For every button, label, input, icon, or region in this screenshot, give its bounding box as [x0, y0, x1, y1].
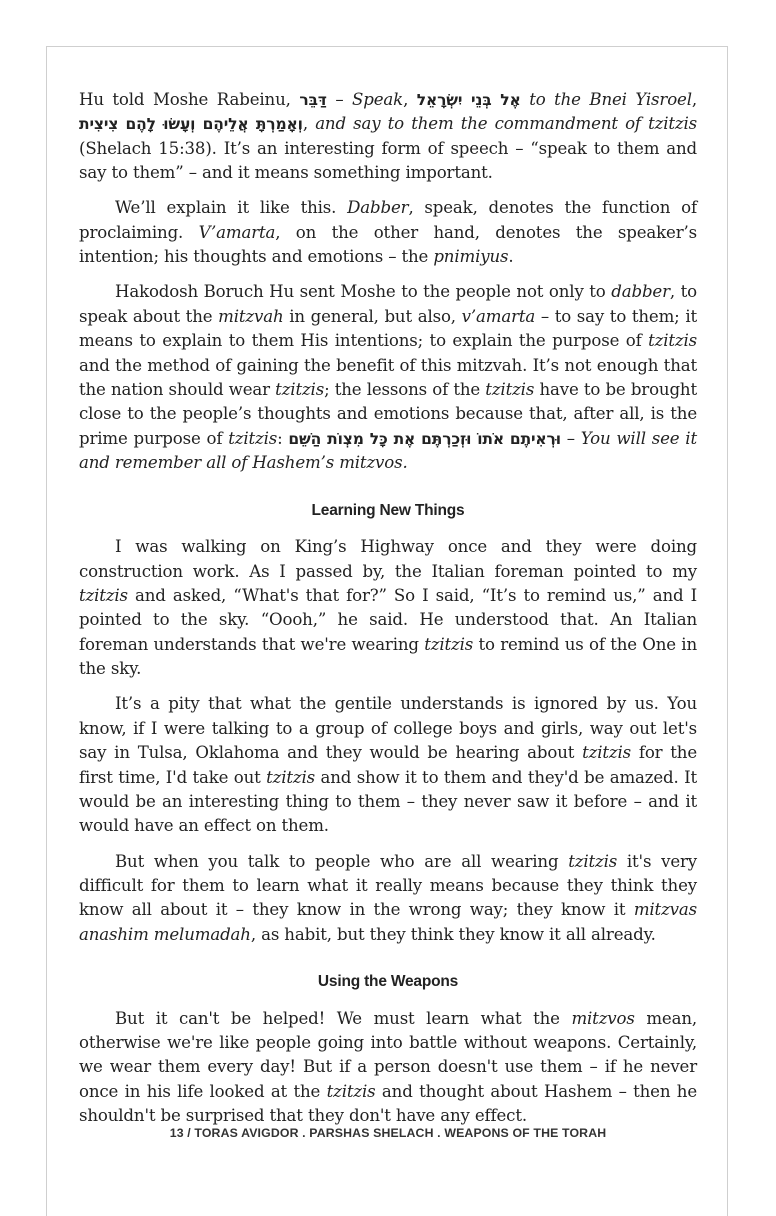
italic-text: mitzvas anashim melumadah [79, 900, 697, 944]
text: , to speak about the [79, 282, 697, 326]
section-heading-using-the-weapons: Using the Weapons [317, 973, 459, 991]
hebrew-quote: דַּבֵּר [299, 91, 327, 109]
hebrew-quote: אֶל בְּנֵי יִשְׂרָאֵל [416, 91, 521, 109]
text: ; the lessons of the [324, 380, 486, 400]
text: for the first time, I'd take out [79, 743, 698, 787]
italic-text: tzitzis [228, 428, 278, 448]
italic-text: tzitzis [275, 380, 325, 400]
text: – [560, 428, 581, 448]
text: We’ll explain it like this. [115, 198, 348, 218]
hebrew-quote: וּרְאִיתֶם אֹתוֹ וּזְכַרְתֶּם אֶת כָּל מִצְוֹת הַשֵּׁם [288, 429, 561, 448]
paragraph-7 [79, 1007, 697, 1129]
italic-text: and say to them the commandment of tzitzis [315, 114, 698, 134]
text: and thought about Hashem – then he shouldn't be surprised that they don't have any effect. [79, 1081, 697, 1126]
text: , [302, 114, 316, 134]
paragraph-4 [79, 535, 697, 681]
text: , on the other hand, denotes the speaker’s intention; his thoughts and emotions – the [79, 222, 697, 267]
italic-text: You will see it and remember all of Hashem’s mitzvos. [79, 428, 697, 473]
text: : [277, 428, 289, 448]
text: it's very difficult for them to learn what it really means because they think they know all about it – they know in the wrong way; they know it [79, 851, 697, 920]
italic-text: tzitzis [424, 634, 474, 654]
italic-text: tzitzis [582, 743, 631, 763]
text: in general, but also, [283, 306, 462, 326]
italic-text: to the Bnei Yisroel [529, 90, 692, 109]
paragraph-3 [79, 280, 697, 475]
paragraph-5 [79, 692, 697, 838]
paragraph-2 [79, 196, 697, 269]
text: , as habit, but they think they know it all already. [250, 924, 656, 944]
italic-text: mitzvah [218, 306, 284, 326]
italic-text: V’amarta [198, 222, 276, 242]
italic-text: pnimiyus [433, 247, 509, 267]
italic-text: tzitzis [568, 851, 618, 871]
page-footer: 13 / TORAS AVIGDOR . PARSHAS SHELACH . WEAPONS OF THE TORAH [169, 1126, 607, 1140]
italic-text: tzitzis [648, 331, 697, 351]
text: It’s a pity that what the gentile understands is ignored by us. You know, if I were talking to a group of college boys and girls, way out let's say in Tulsa, Oklahoma and they would be hearing about [79, 694, 697, 763]
hebrew-quote: וְאָמַרְתָּ אֲלֵיהֶם וְעָשׂוּ לָהֶם צִיצִית [79, 115, 303, 134]
text: Hakodosh Boruch Hu sent Moshe to the people not only to [115, 282, 612, 302]
italic-text: dabber [611, 282, 670, 302]
text: , [403, 90, 417, 109]
italic-text: Dabber [347, 198, 409, 218]
italic-text: tzitzis [79, 585, 128, 605]
italic-text: mitzvos [571, 1008, 635, 1028]
italic-text: tzitzis [326, 1081, 376, 1101]
text: . [508, 247, 514, 267]
page-body [79, 88, 697, 1139]
text: – [326, 90, 353, 109]
text [521, 90, 530, 109]
italic-text: tzitzis [485, 380, 535, 400]
text: and asked, “What's that for?” So I said, “It’s to remind us,” and I pointed to the sky. “Oooh,” he said. He understood that. An Italian foreman understands that we're wearing [79, 585, 697, 654]
text: , [691, 90, 697, 109]
paragraph-1 [79, 88, 697, 186]
text: But when you talk to people who are all wearing [115, 851, 569, 871]
italic-text: Speak [352, 90, 404, 109]
text: I was walking on King’s Highway once and they were doing construction work. As I passed by, the Italian foreman pointed to my [79, 537, 697, 581]
text: (Shelach 15:38). It’s an interesting form of speech – “speak to them and say to them” – and it means something important. [79, 138, 697, 183]
text: mean, otherwise we're like people going into battle without weapons. Certainly, we wear them every day! But if a person doesn't use them – if he never once in his life looked at the [79, 1008, 697, 1101]
text: Hu told Moshe Rabeinu, [79, 90, 300, 109]
paragraph-6 [79, 850, 697, 948]
text: to remind us of the One in the sky. [79, 634, 697, 679]
italic-text: tzitzis [266, 767, 316, 787]
text: have to be brought close to the people’s thoughts and emotions because that, after all, is the prime purpose of [79, 380, 697, 448]
text: But it can't be helped! We must learn what the [115, 1008, 572, 1028]
text: and show it to them and they'd be amazed. It would be an interesting thing to them – they never saw it before – and it would have an effect on them. [79, 767, 697, 836]
text: – to say to them; it means to explain to them His intentions; to explain the purpose of [79, 306, 698, 351]
text: , speak, denotes the function of proclaiming. [79, 198, 697, 242]
section-heading-learning-new-things: Learning New Things [311, 501, 465, 519]
italic-text: v’amarta [461, 306, 536, 326]
text: and the method of gaining the benefit of this mitzvah. It’s not enough that the nation should wear [79, 355, 697, 400]
